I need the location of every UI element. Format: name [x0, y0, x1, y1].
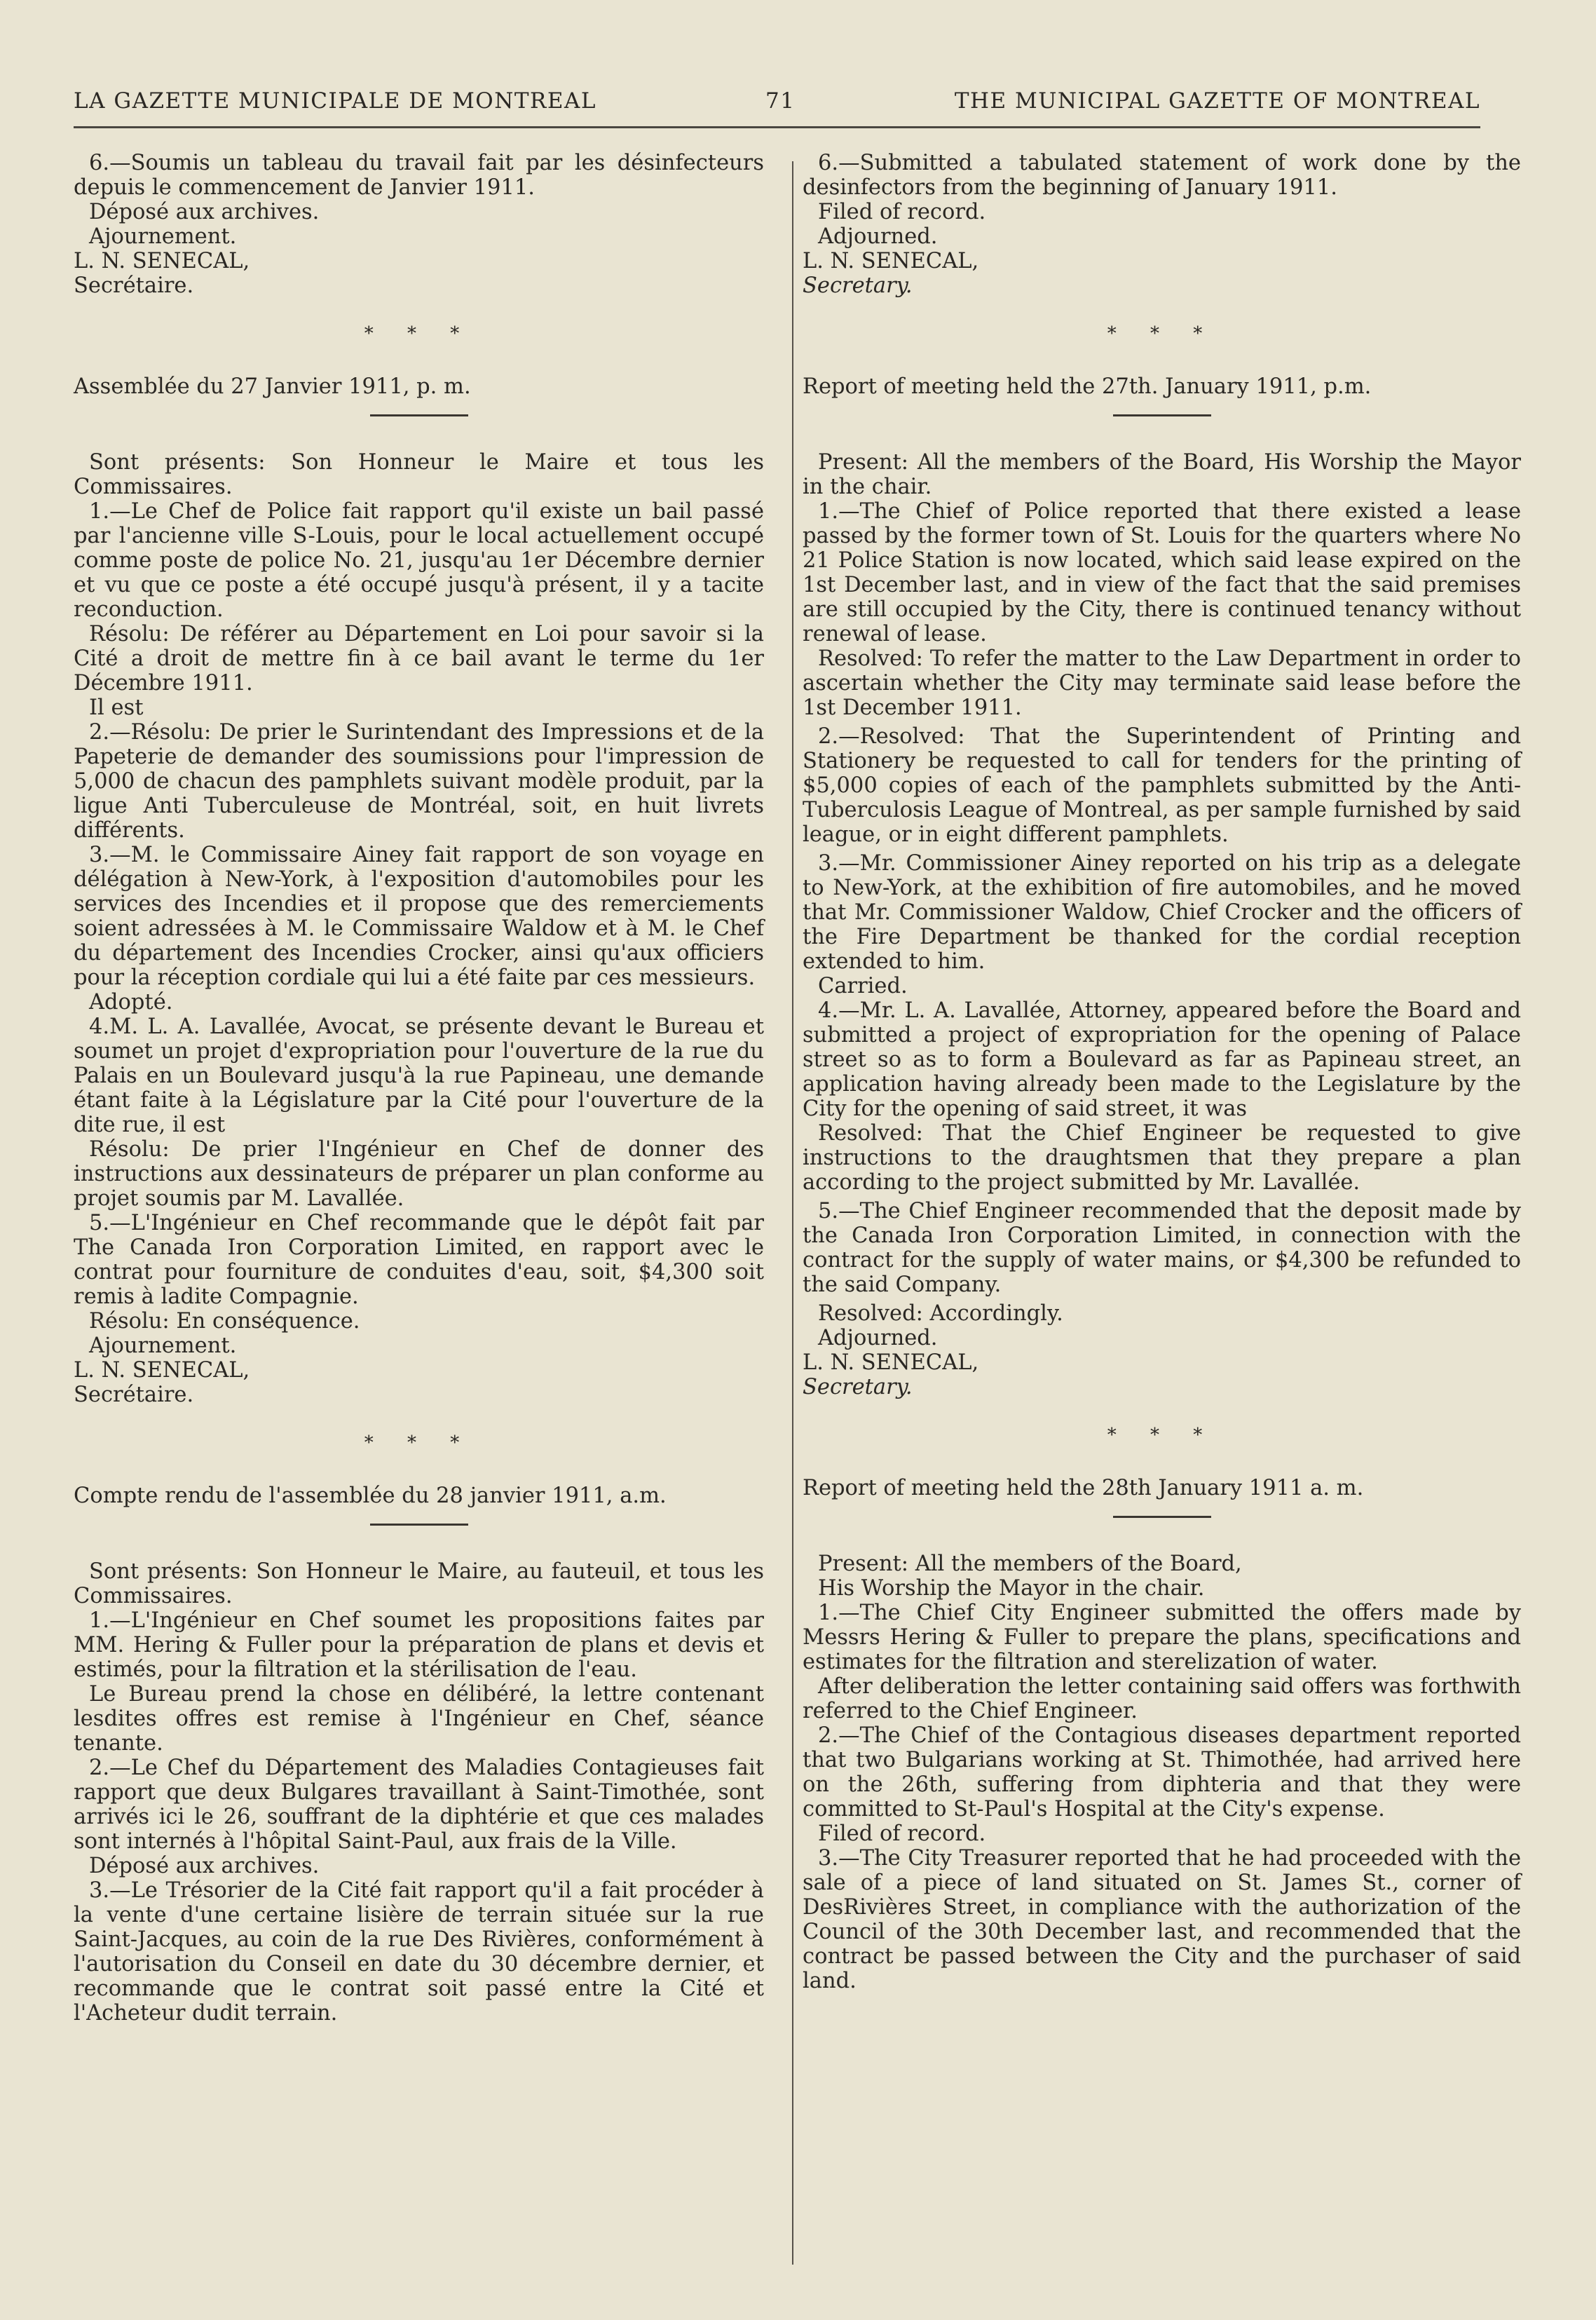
signature-title: Secretary.	[803, 273, 913, 298]
paragraph: Present: All the members of the Board, His Worship the Mayor in the chair.	[803, 450, 1521, 499]
paragraph: Resolved: To refer the matter to the Law Department in order to ascertain whether the City may terminate said lease before the 1st December 1911.	[803, 646, 1521, 720]
meeting-heading: Compte rendu de l'assemblée du 28 janvier 1911, a.m.	[74, 1484, 667, 1508]
paragraph: 2.—Le Chef du Département des Maladies Contagieuses fait rapport que deux Bulgares travaillant à Saint-Timothée, sont arrivés ici le 26, souffrant de la diphtérie et que ces malades sont internés à l'hôpital Saint-Paul, aux frais de la Ville.	[74, 1756, 764, 1854]
paragraph: Adopté.	[89, 990, 173, 1015]
meeting-heading: Report of meeting held the 27th. January 1911, p.m.	[803, 374, 1372, 399]
paragraph: 1.—Le Chef de Police fait rapport qu'il existe un bail passé par l'ancienne ville S-Louis, pour le local actuellement occupé comme poste de police No. 21, jusqu'au 1er Décembre dernier et vu que ce poste a été occupé jusqu'à présent, il y a tacite reconduction.	[74, 499, 764, 622]
separator-rule	[370, 1524, 468, 1526]
signature-name: L. N. SENECAL,	[74, 249, 250, 273]
separator-rule	[1113, 414, 1211, 416]
signature-title: Secrétaire.	[74, 273, 194, 298]
separator-rule	[1113, 1516, 1211, 1518]
paragraph: Le Bureau prend la chose en délibéré, la lettre contenant lesdites offres est remise à l'Ingénieur en Chef, séance tenante.	[74, 1682, 764, 1756]
paragraph: 1.—The Chief of Police reported that there existed a lease passed by the former town of St. Louis for the quarters where No 21 Police Station is now located, which said lease expired on the 1st December last, and in view of the fact that the said premises are still occupied by the City, there is continued tenancy without renewal of lease.	[803, 499, 1521, 646]
page-header	[74, 83, 1480, 128]
paragraph: 2.—Resolved: That the Superintendent of Printing and Stationery be requested to call for tenders for the printing of $5,000 copies of each of the pamphlets submitted by the Anti-Tuberculosis League of Montreal, as per sample furnished by said league, or in eight different pamphlets.	[803, 724, 1521, 847]
section-stars: * * *	[1107, 1425, 1217, 1446]
meeting-heading: Report of meeting held the 28th January 1911 a. m.	[803, 1476, 1364, 1500]
paragraph: Present: All the members of the Board,	[818, 1552, 1242, 1576]
paragraph: Résolu: En conséquence.	[89, 1309, 360, 1334]
header-french-title: LA GAZETTE MUNICIPALE DE MONTREAL	[74, 88, 596, 114]
section-stars: * * *	[1107, 323, 1217, 344]
page-number: 71	[765, 88, 796, 114]
paragraph: Ajournement.	[89, 1334, 237, 1358]
paragraph: Adjourned.	[818, 224, 938, 249]
paragraph: 1.—The Chief City Engineer submitted the offers made by Messrs Hering & Fuller to prepare the plans, specifications and estimates for the filtration and sterelization of water.	[803, 1601, 1521, 1674]
paragraph: Carried.	[818, 974, 908, 998]
column-divider	[792, 161, 793, 2265]
separator-rule	[370, 414, 468, 416]
meeting-heading: Assemblée du 27 Janvier 1911, p. m.	[74, 374, 471, 399]
paragraph: Filed of record.	[818, 200, 986, 224]
paragraph: 3.—M. le Commissaire Ainey fait rapport de son voyage en délégation à New-York, à l'exposition d'automobiles pour les services des Incendies et il propose que des remerciements soient adressées à M. le Commissaire Waldow et à M. le Chef du département des Incendies Crocker, ainsi qu'aux officiers pour la réception cordiale qui lui a été faite par ces messieurs.	[74, 843, 764, 990]
paragraph: Il est	[89, 696, 144, 720]
paragraph: Résolu: De référer au Département en Loi pour savoir si la Cité a droit de mettre fin à ce bail avant le terme du 1er Décembre 1911.	[74, 622, 764, 696]
paragraph: Adjourned.	[818, 1326, 938, 1350]
paragraph: 6.—Submitted a tabulated statement of work done by the desinfectors from the beginning of January 1911.	[803, 151, 1521, 200]
paragraph: 4.M. L. A. Lavallée, Avocat, se présente devant le Bureau et soumet un projet d'expropriation pour l'ouverture de la rue du Palais en un Boulevard jusqu'à la rue Papineau, une demande étant faite à la Législature par la Cité pour l'ouverture de la dite rue, il est	[74, 1015, 764, 1137]
english-column	[803, 151, 1521, 1993]
paragraph: 5.—The Chief Engineer recommended that the deposit made by the Canada Iron Corporation Limited, in connection with the contract for the supply of water mains, or $4,300 be refunded to the said Company.	[803, 1199, 1521, 1297]
paragraph: Déposé aux archives.	[89, 200, 320, 224]
section-stars: * * *	[364, 1432, 474, 1453]
paragraph: 1.—L'Ingénieur en Chef soumet les propositions faites par MM. Hering & Fuller pour la préparation de plans et devis et estimés, pour la filtration et la stérilisation de l'eau.	[74, 1608, 764, 1682]
paragraph: His Worship the Mayor in the chair.	[818, 1576, 1205, 1601]
paragraph: Sont présents: Son Honneur le Maire, au fauteuil, et tous les Commissaires.	[74, 1559, 764, 1608]
paragraph: 4.—Mr. L. A. Lavallée, Attorney, appeared before the Board and submitted a project of expropriation for the opening of Palace street so as to form a Boulevard as far as Papineau street, an application having already been made to the Legislature by the City for the opening of said street, it was	[803, 998, 1521, 1121]
paragraph: 3.—Le Trésorier de la Cité fait rapport qu'il a fait procéder à la vente d'une certaine lisière de terrain située sur la rue Saint-Jacques, au coin de la rue Des Rivières, conformément à l'autorisation du Conseil en date du 30 décembre dernier, et recommande que le contrat soit passé entre la Cité et l'Acheteur dudit terrain.	[74, 1878, 764, 2026]
paragraph: Filed of record.	[818, 1822, 986, 1846]
paragraph: Ajournement.	[89, 224, 237, 249]
paragraph: 3.—Mr. Commissioner Ainey reported on his trip as a delegate to New-York, at the exhibition of fire automobiles, and he moved that Mr. Commissioner Waldow, Chief Crocker and the officers of the Fire Department be thanked for the cordial reception extended to him.	[803, 851, 1521, 974]
paragraph: 3.—The City Treasurer reported that he had proceeded with the sale of a piece of land situated on St. James St., corner of DesRivières Street, in compliance with the authorization of the Council of the 30th December last, and recommended that the contract be passed between the City and the purchaser of said land.	[803, 1846, 1521, 1993]
french-column	[74, 151, 764, 2026]
signature-title: Secrétaire.	[74, 1383, 194, 1407]
paragraph: 2.—The Chief of the Contagious diseases department reported that two Bulgarians working at St. Thimothée, had arrived here on the 26th, suffering from diphteria and that they were committed to St-Paul's Hospital at the City's expense.	[803, 1723, 1521, 1822]
paragraph: 5.—L'Ingénieur en Chef recommande que le dépôt fait par The Canada Iron Corporation Limited, en rapport avec le contrat pour fourniture de conduites d'eau, soit, $4,300 soit remis à ladite Compagnie.	[74, 1211, 764, 1309]
header-english-title: THE MUNICIPAL GAZETTE OF MONTREAL	[954, 88, 1480, 114]
paragraph: Déposé aux archives.	[89, 1854, 320, 1878]
paragraph: Resolved: Accordingly.	[818, 1301, 1063, 1326]
signature-name: L. N. SENECAL,	[74, 1358, 250, 1383]
signature-name: L. N. SENECAL,	[803, 249, 979, 273]
signature-title: Secretary.	[803, 1375, 913, 1399]
paragraph: After deliberation the letter containing said offers was forthwith referred to the Chief Engineer.	[803, 1674, 1521, 1723]
paragraph: Résolu: De prier l'Ingénieur en Chef de donner des instructions aux dessinateurs de préparer un plan conforme au projet soumis par M. Lavallée.	[74, 1137, 764, 1211]
paragraph: 2.—Résolu: De prier le Surintendant des Impressions et de la Papeterie de demander des soumissions pour l'impression de 5,000 de chacun des pamphlets suivant modèle produit, par la ligue Anti Tuberculeuse de Montréal, soit, en huit livrets différents.	[74, 720, 764, 843]
paragraph: Sont présents: Son Honneur le Maire et tous les Commissaires.	[74, 450, 764, 499]
paragraph: 6.—Soumis un tableau du travail fait par les désinfecteurs depuis le commencement de Janvier 1911.	[74, 151, 764, 200]
section-stars: * * *	[364, 323, 474, 344]
paragraph: Resolved: That the Chief Engineer be requested to give instructions to the draughtsmen that they prepare a plan according to the project submitted by Mr. Lavallée.	[803, 1121, 1521, 1195]
signature-name: L. N. SENECAL,	[803, 1350, 979, 1375]
